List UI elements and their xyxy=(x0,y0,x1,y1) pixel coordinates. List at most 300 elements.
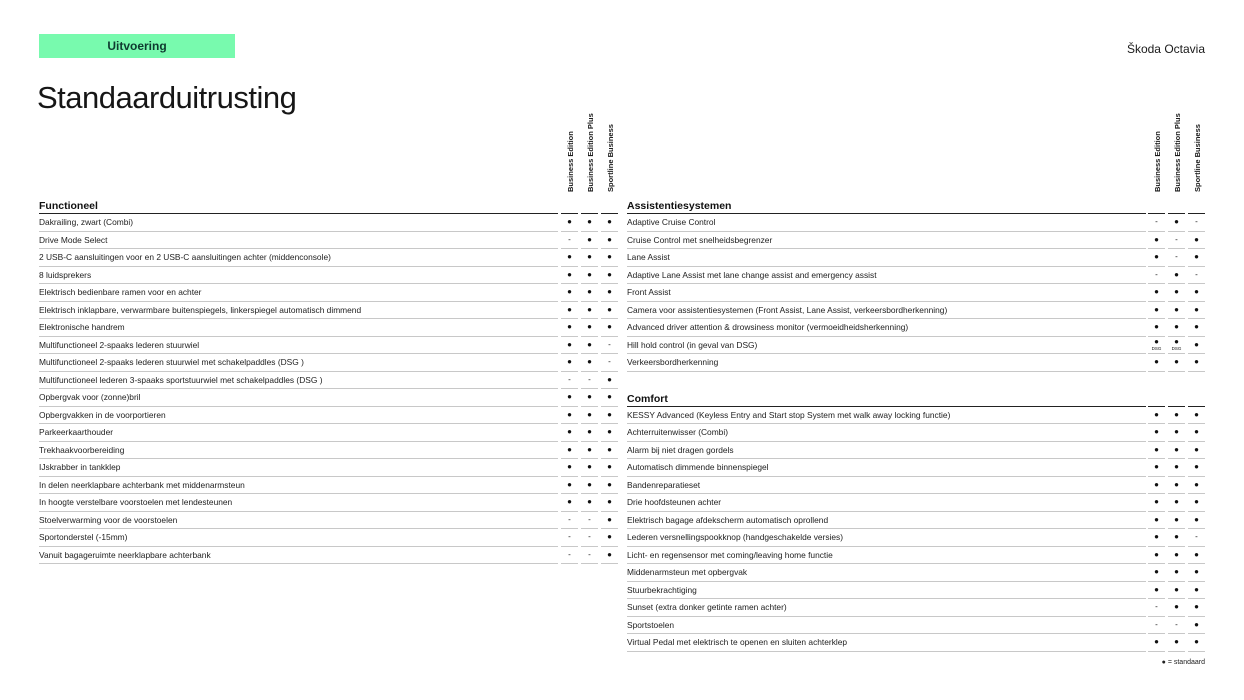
table-row xyxy=(627,337,1208,355)
availability-mark: ● xyxy=(1194,567,1199,577)
feature-label: Cruise Control met snelheidsbegrenzer xyxy=(627,232,1146,250)
availability-cell xyxy=(581,302,598,320)
availability-cell xyxy=(1188,477,1205,495)
feature-label: In hoogte verstelbare voorstoelen met lendesteunen xyxy=(39,494,558,512)
availability-cell xyxy=(1148,249,1165,267)
availability-cell xyxy=(1188,284,1205,302)
availability-mark: ● xyxy=(567,392,572,402)
availability-mark: ● xyxy=(567,497,572,507)
feature-label: In delen neerklapbare achterbank met middenarmsteun xyxy=(39,477,558,495)
availability-cell xyxy=(1148,319,1165,337)
feature-label: Stoelverwarming voor de voorstoelen xyxy=(39,512,558,530)
availability-mark: ● xyxy=(587,479,592,489)
feature-label: 2 USB-C aansluitingen voor en 2 USB-C aansluitingen achter (middenconsole) xyxy=(39,249,558,267)
availability-cell xyxy=(1168,284,1185,302)
table-row xyxy=(39,337,621,355)
table-row xyxy=(39,389,621,407)
availability-cell xyxy=(1188,337,1205,355)
table-row xyxy=(39,354,621,372)
column-header xyxy=(1167,110,1187,192)
availability-note: DSG xyxy=(1171,346,1182,351)
availability-mark: ● xyxy=(587,427,592,437)
table-row xyxy=(627,302,1208,320)
table-row xyxy=(39,267,621,285)
availability-mark: ● xyxy=(587,339,592,349)
table-row xyxy=(39,319,621,337)
feature-label: Adaptive Cruise Control xyxy=(627,214,1146,232)
availability-mark: ● xyxy=(1194,479,1199,489)
availability-cell xyxy=(1168,354,1185,372)
feature-label: Lederen versnellingspookknop (handgeschakelde versies) xyxy=(627,529,1146,547)
availability-cell xyxy=(561,284,578,302)
availability-mark: ● xyxy=(567,462,572,472)
availability-cell xyxy=(1148,599,1165,617)
availability-mark: - xyxy=(1195,532,1198,542)
table-row xyxy=(627,529,1208,547)
availability-mark: ● xyxy=(567,269,572,279)
feature-label: Multifunctioneel 2-spaaks lederen stuurwiel met schakelpaddles (DSG ) xyxy=(39,354,558,372)
availability-mark: ● xyxy=(1174,444,1179,454)
availability-cell xyxy=(1168,319,1185,337)
availability-mark: ● xyxy=(1174,269,1179,279)
availability-mark: - xyxy=(568,374,571,384)
feature-label: Elektrisch inklapbare, verwarmbare buitenspiegels, linkerspiegel automatisch dimmend xyxy=(39,302,558,320)
availability-cell xyxy=(601,477,618,495)
availability-cell xyxy=(1148,617,1165,635)
availability-cell xyxy=(601,547,618,565)
availability-mark: ● xyxy=(587,322,592,332)
table-row xyxy=(627,582,1208,600)
availability-cell xyxy=(581,407,598,425)
feature-label: Parkeerkaarthouder xyxy=(39,424,558,442)
availability-cell xyxy=(1168,547,1185,565)
availability-cell xyxy=(601,389,618,407)
availability-mark: ● xyxy=(587,234,592,244)
availability-cell xyxy=(1148,582,1165,600)
availability-cell xyxy=(1168,617,1185,635)
availability-cell xyxy=(1188,617,1205,635)
table-row xyxy=(627,232,1208,250)
table-row xyxy=(627,564,1208,582)
availability-cell xyxy=(1188,547,1205,565)
availability-cell xyxy=(1188,267,1205,285)
availability-cell xyxy=(581,372,598,390)
availability-mark: ● xyxy=(1154,444,1159,454)
availability-cell xyxy=(561,249,578,267)
availability-cell xyxy=(601,424,618,442)
availability-cell xyxy=(1148,214,1165,232)
availability-mark: ● xyxy=(1154,234,1159,244)
feature-label: Elektrisch bagage afdekscherm automatisch oprollend xyxy=(627,512,1146,530)
availability-mark: ● xyxy=(1194,409,1199,419)
availability-cell xyxy=(1188,494,1205,512)
availability-cell xyxy=(1188,407,1205,425)
availability-cell xyxy=(561,512,578,530)
availability-mark: ● xyxy=(1154,549,1159,559)
availability-cell xyxy=(561,267,578,285)
availability-cell xyxy=(1148,459,1165,477)
availability-mark: ● xyxy=(607,532,612,542)
feature-label: Licht- en regensensor met coming/leaving home functie xyxy=(627,547,1146,565)
availability-mark: ● xyxy=(1194,234,1199,244)
availability-cell xyxy=(1148,232,1165,250)
feature-label: Vanuit bagageruimte neerklapbare achterbank xyxy=(39,547,558,565)
availability-mark: ● xyxy=(1194,619,1199,629)
availability-cell xyxy=(581,284,598,302)
availability-cell xyxy=(1168,302,1185,320)
availability-mark: ● xyxy=(1174,357,1179,367)
availability-mark: - xyxy=(1195,269,1198,279)
availability-cell xyxy=(1148,407,1165,425)
table-row xyxy=(39,477,621,495)
availability-cell xyxy=(1168,407,1185,425)
availability-cell xyxy=(1148,564,1165,582)
availability-cell xyxy=(581,319,598,337)
availability-mark: ● xyxy=(587,409,592,419)
column-header-label: Business Edition xyxy=(566,131,575,192)
availability-mark: ● xyxy=(607,444,612,454)
feature-label: Multifunctioneel lederen 3-spaaks sportstuurwiel met schakelpaddles (DSG ) xyxy=(39,372,558,390)
availability-mark: ● xyxy=(607,409,612,419)
availability-cell xyxy=(1168,459,1185,477)
availability-cell xyxy=(601,302,618,320)
availability-cell xyxy=(561,389,578,407)
availability-cell xyxy=(1188,512,1205,530)
feature-label: Trekhaakvoorbereiding xyxy=(39,442,558,460)
feature-label: Elektrisch bedienbare ramen voor en achter xyxy=(39,284,558,302)
table-row xyxy=(627,267,1208,285)
availability-mark: ● xyxy=(567,427,572,437)
table-row xyxy=(39,249,621,267)
availability-cell xyxy=(601,214,618,232)
availability-cell xyxy=(581,442,598,460)
table-row xyxy=(627,214,1208,232)
table-row xyxy=(627,617,1208,635)
availability-cell xyxy=(601,249,618,267)
availability-cell xyxy=(1188,424,1205,442)
availability-cell xyxy=(1188,599,1205,617)
availability-cell xyxy=(601,529,618,547)
availability-mark: ● xyxy=(607,287,612,297)
availability-mark: ● xyxy=(1174,217,1179,227)
availability-mark: ● xyxy=(587,252,592,262)
availability-mark: ● xyxy=(1154,584,1159,594)
availability-mark: ● xyxy=(1154,357,1159,367)
availability-cell xyxy=(601,372,618,390)
column-header-label: Business Edition xyxy=(1153,131,1162,192)
availability-mark: ● xyxy=(607,269,612,279)
availability-mark: - xyxy=(1155,602,1158,612)
column-header xyxy=(580,110,600,192)
availability-mark: ● xyxy=(567,339,572,349)
availability-mark: ● xyxy=(607,322,612,332)
availability-mark: ● xyxy=(1194,444,1199,454)
availability-mark: - xyxy=(608,357,611,367)
availability-mark: ● xyxy=(607,217,612,227)
availability-cell xyxy=(1168,599,1185,617)
feature-label: KESSY Advanced (Keyless Entry and Start stop System met walk away locking functie) xyxy=(627,407,1146,425)
availability-cell xyxy=(561,407,578,425)
right-column-headers xyxy=(1147,110,1205,192)
availability-cell xyxy=(1168,249,1185,267)
column-header-label: Business Edition Plus xyxy=(586,113,595,192)
availability-mark: ● xyxy=(1174,287,1179,297)
availability-mark: ● xyxy=(607,234,612,244)
feature-label: 8 luidsprekers xyxy=(39,267,558,285)
table-row xyxy=(627,407,1208,425)
availability-mark: - xyxy=(588,532,591,542)
column-header-label: Business Edition Plus xyxy=(1173,113,1182,192)
table-row xyxy=(627,284,1208,302)
availability-mark: ● xyxy=(1194,339,1199,349)
availability-mark: ● xyxy=(1154,462,1159,472)
availability-mark: ● xyxy=(1194,549,1199,559)
availability-mark: ● xyxy=(1174,549,1179,559)
section-title: Functioneel xyxy=(39,200,98,212)
availability-mark: - xyxy=(1155,269,1158,279)
availability-cell xyxy=(561,214,578,232)
feature-label: Camera voor assistentiesystemen (Front Assist, Lane Assist, verkeersbordherkenning) xyxy=(627,302,1146,320)
availability-cell xyxy=(601,232,618,250)
availability-mark: ● xyxy=(607,304,612,314)
availability-cell xyxy=(601,267,618,285)
availability-mark: - xyxy=(1155,619,1158,629)
availability-mark: ● xyxy=(587,462,592,472)
availability-cell xyxy=(1188,214,1205,232)
availability-cell xyxy=(1148,442,1165,460)
availability-cell xyxy=(581,547,598,565)
availability-mark: ● xyxy=(1194,602,1199,612)
feature-label: Front Assist xyxy=(627,284,1146,302)
availability-mark: ● xyxy=(587,444,592,454)
availability-mark: ● xyxy=(607,549,612,559)
availability-mark: ● xyxy=(1174,462,1179,472)
availability-mark: ● xyxy=(587,357,592,367)
availability-cell xyxy=(581,354,598,372)
feature-label: Virtual Pedal met elektrisch te openen en sluiten achterklep xyxy=(627,634,1146,652)
availability-cell xyxy=(561,302,578,320)
column-header xyxy=(560,110,580,192)
table-row xyxy=(39,424,621,442)
availability-mark: ● xyxy=(1154,637,1159,647)
feature-label: Automatisch dimmende binnenspiegel xyxy=(627,459,1146,477)
availability-cell xyxy=(601,284,618,302)
availability-cell xyxy=(561,442,578,460)
table-row xyxy=(39,407,621,425)
feature-label: Verkeersbordherkenning xyxy=(627,354,1146,372)
availability-mark: ● xyxy=(587,217,592,227)
availability-mark: ● xyxy=(607,252,612,262)
availability-mark: ● xyxy=(1194,462,1199,472)
availability-mark: ● xyxy=(1174,584,1179,594)
table-row xyxy=(39,442,621,460)
feature-label: Lane Assist xyxy=(627,249,1146,267)
availability-cell xyxy=(581,512,598,530)
feature-label: Multifunctioneel 2-spaaks lederen stuurwiel xyxy=(39,337,558,355)
feature-label: Dakrailing, zwart (Combi) xyxy=(39,214,558,232)
availability-mark: - xyxy=(1155,217,1158,227)
availability-cell xyxy=(1148,477,1165,495)
table-row xyxy=(39,459,621,477)
table-row xyxy=(627,424,1208,442)
table-row xyxy=(39,284,621,302)
availability-cell xyxy=(1148,354,1165,372)
table-row xyxy=(39,232,621,250)
availability-mark: - xyxy=(1175,234,1178,244)
availability-cell xyxy=(561,547,578,565)
table-row xyxy=(627,459,1208,477)
availability-mark: ● xyxy=(1154,304,1159,314)
availability-mark: ● xyxy=(1174,514,1179,524)
availability-cell xyxy=(1148,547,1165,565)
availability-mark: ● xyxy=(567,287,572,297)
availability-mark: ● xyxy=(1154,532,1159,542)
feature-label: Drive Mode Select xyxy=(39,232,558,250)
table-row xyxy=(39,214,621,232)
availability-mark: ● xyxy=(1174,602,1179,612)
availability-cell xyxy=(561,494,578,512)
table-row xyxy=(627,634,1208,652)
availability-cell xyxy=(1188,529,1205,547)
availability-cell xyxy=(1168,529,1185,547)
table-row xyxy=(627,319,1208,337)
feature-label: Opbergvakken in de voorportieren xyxy=(39,407,558,425)
availability-mark: - xyxy=(568,234,571,244)
availability-mark: ● xyxy=(1154,497,1159,507)
availability-cell xyxy=(1188,249,1205,267)
feature-label: Drie hoofdsteunen achter xyxy=(627,494,1146,512)
availability-mark: - xyxy=(1195,217,1198,227)
availability-mark: ● xyxy=(1194,252,1199,262)
availability-cell xyxy=(1188,564,1205,582)
availability-cell xyxy=(601,442,618,460)
table-row xyxy=(627,354,1208,372)
availability-cell xyxy=(601,494,618,512)
availability-cell xyxy=(581,214,598,232)
availability-mark: ● xyxy=(567,322,572,332)
availability-cell xyxy=(561,477,578,495)
table-row xyxy=(627,442,1208,460)
availability-cell xyxy=(581,494,598,512)
section-title: Assistentiesystemen xyxy=(627,200,732,212)
availability-cell xyxy=(581,389,598,407)
availability-mark: - xyxy=(1175,252,1178,262)
table-row xyxy=(627,547,1208,565)
availability-cell xyxy=(1148,529,1165,547)
availability-cell xyxy=(561,354,578,372)
availability-cell xyxy=(581,232,598,250)
availability-cell xyxy=(1188,442,1205,460)
availability-cell xyxy=(1168,267,1185,285)
availability-cell xyxy=(1188,582,1205,600)
column-header xyxy=(1147,110,1167,192)
availability-cell xyxy=(1148,512,1165,530)
availability-cell xyxy=(1188,634,1205,652)
availability-mark: ● xyxy=(1154,427,1159,437)
availability-cell xyxy=(1188,232,1205,250)
availability-cell xyxy=(1148,267,1165,285)
availability-mark: ● xyxy=(587,497,592,507)
availability-mark: ● xyxy=(567,479,572,489)
availability-mark: ● xyxy=(1154,337,1159,346)
feature-label: Sportonderstel (-15mm) xyxy=(39,529,558,547)
availability-cell xyxy=(1148,494,1165,512)
table-row xyxy=(39,512,621,530)
table-row xyxy=(39,302,621,320)
availability-mark: ● xyxy=(567,304,572,314)
availability-cell xyxy=(601,354,618,372)
availability-cell xyxy=(561,372,578,390)
availability-cell xyxy=(1188,319,1205,337)
availability-mark: ● xyxy=(1154,322,1159,332)
availability-mark: ● xyxy=(1194,584,1199,594)
availability-mark: ● xyxy=(567,444,572,454)
availability-cell xyxy=(601,319,618,337)
availability-mark: ● xyxy=(1194,637,1199,647)
availability-mark: ● xyxy=(1174,479,1179,489)
availability-mark: ● xyxy=(1194,514,1199,524)
availability-mark: ● xyxy=(1194,497,1199,507)
availability-mark: - xyxy=(608,339,611,349)
availability-mark: - xyxy=(588,549,591,559)
feature-label: Hill hold control (in geval van DSG) xyxy=(627,337,1146,355)
feature-label: Elektronische handrem xyxy=(39,319,558,337)
availability-mark: - xyxy=(588,374,591,384)
availability-cell xyxy=(1148,284,1165,302)
brand-name: Škoda Octavia xyxy=(1126,42,1205,56)
feature-label: Bandenreparatieset xyxy=(627,477,1146,495)
availability-cell xyxy=(1168,634,1185,652)
availability-cell xyxy=(1168,494,1185,512)
availability-cell xyxy=(601,512,618,530)
availability-cell xyxy=(1188,459,1205,477)
availability-mark: ● xyxy=(1194,304,1199,314)
availability-cell xyxy=(581,477,598,495)
section-title: Comfort xyxy=(627,392,668,405)
table-row xyxy=(39,372,621,390)
availability-mark: ● xyxy=(607,392,612,402)
feature-label: Middenarmsteun met opbergvak xyxy=(627,564,1146,582)
availability-cell xyxy=(581,459,598,477)
availability-cell xyxy=(581,529,598,547)
availability-cell xyxy=(1168,512,1185,530)
availability-mark: ● xyxy=(587,304,592,314)
availability-mark: ● xyxy=(587,287,592,297)
availability-mark: ● xyxy=(587,392,592,402)
availability-mark: ● xyxy=(1154,567,1159,577)
column-header-label: Sportline Business xyxy=(1193,124,1202,192)
availability-cell xyxy=(581,249,598,267)
column-header xyxy=(1187,110,1207,192)
feature-label: Achterruitenwisser (Combi) xyxy=(627,424,1146,442)
table-row xyxy=(39,529,621,547)
legend: ● = standaard xyxy=(1161,659,1205,666)
availability-cell xyxy=(581,424,598,442)
availability-mark: ● xyxy=(1194,287,1199,297)
availability-mark: ● xyxy=(567,217,572,227)
availability-mark: ● xyxy=(1154,479,1159,489)
availability-cell xyxy=(601,337,618,355)
availability-cell xyxy=(1168,564,1185,582)
availability-mark: ● xyxy=(1174,322,1179,332)
availability-mark: ● xyxy=(1194,427,1199,437)
availability-mark: - xyxy=(1175,619,1178,629)
availability-cell xyxy=(561,459,578,477)
availability-mark: ● xyxy=(1154,514,1159,524)
availability-mark: ● xyxy=(607,479,612,489)
feature-label: Stuurbekrachtiging xyxy=(627,582,1146,600)
availability-cell xyxy=(601,459,618,477)
